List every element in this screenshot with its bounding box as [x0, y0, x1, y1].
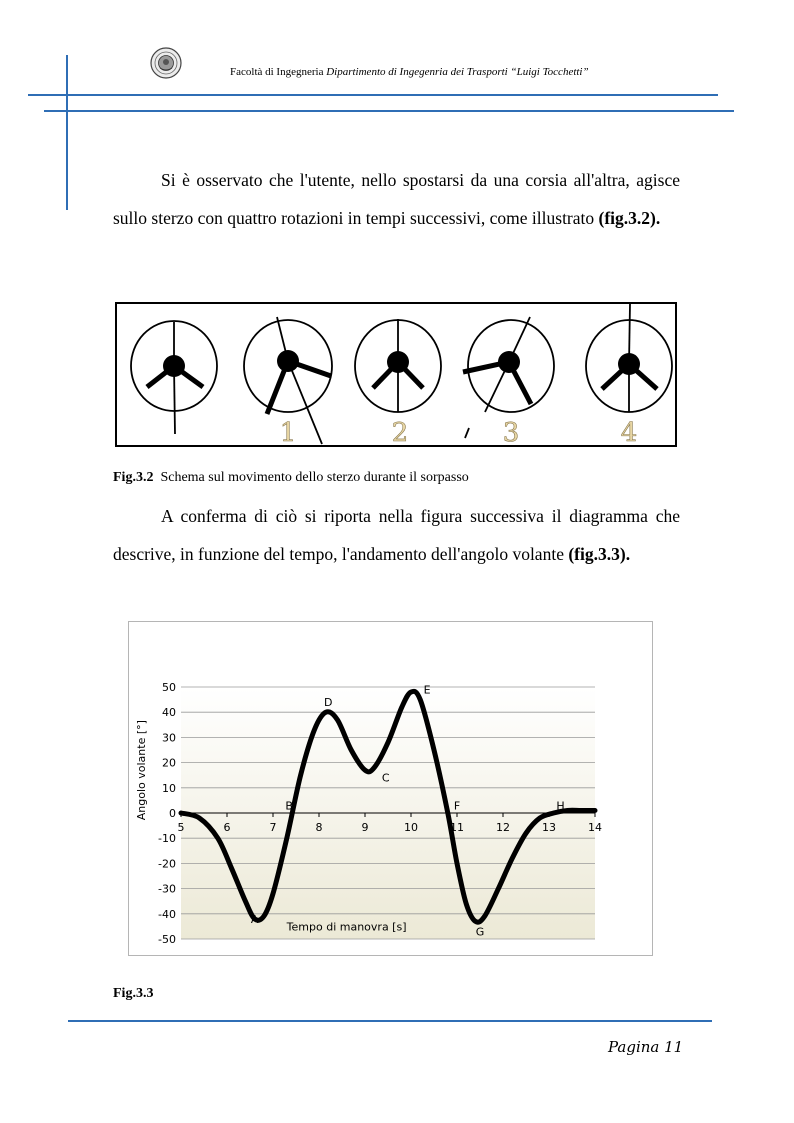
figure-3-2-caption-label: Fig.3.2	[113, 470, 154, 485]
x-tick-label: 10	[404, 821, 418, 834]
x-tick-label: 11	[450, 821, 464, 834]
figure-3-2-caption	[113, 470, 469, 486]
figure-3-3-caption: Fig.3.3	[113, 986, 154, 1001]
step-label-3: 3	[502, 418, 520, 447]
header-rule-top	[28, 94, 718, 96]
header-vertical-rule	[66, 55, 68, 210]
page-number: Pagina 11	[608, 1038, 684, 1056]
y-tick-label: -30	[158, 882, 176, 896]
header-faculty: Facoltà di Ingegneria	[230, 66, 324, 78]
y-axis-ticks	[158, 681, 176, 946]
y-tick-label: -10	[158, 832, 176, 846]
y-tick-label: 20	[162, 756, 176, 770]
header-title	[230, 66, 589, 78]
point-label-f: F	[453, 799, 461, 813]
y-tick-label: 50	[162, 681, 176, 694]
paragraph-2-text: A conferma di ciò si riporta nella figura successiva il diagramma che descrive, in funzione del tempo, l'andamento dell'angolo volante	[113, 506, 680, 564]
header-department: Dipartimento di Ingegenria dei Trasporti “Luigi Tocchetti”	[326, 66, 589, 78]
x-axis-label: Tempo di manovra [s]	[286, 920, 407, 934]
step-label-4: 4	[620, 418, 638, 447]
point-label-h: H	[556, 799, 565, 813]
point-label-b: B	[285, 799, 293, 813]
y-tick-label: -20	[158, 857, 176, 871]
paragraph-1	[113, 161, 680, 237]
x-tick-label: 5	[177, 821, 185, 834]
paragraph-2	[113, 497, 680, 573]
steering-sequence-drawing	[117, 304, 677, 447]
steering-wheel-rotation-2	[355, 319, 441, 412]
paragraph-2-figure-ref: (fig.3.3).	[568, 544, 631, 564]
step-label-1: 1	[279, 418, 297, 447]
y-tick-label: 10	[162, 781, 176, 795]
footer-rule	[68, 1020, 712, 1022]
steering-angle-chart-frame	[128, 621, 653, 956]
x-tick-label: 14	[588, 821, 602, 834]
x-tick-label: 13	[542, 821, 556, 834]
point-label-a: A	[250, 912, 259, 926]
step-label-2: 2	[391, 418, 409, 447]
y-tick-label: -50	[158, 933, 176, 946]
point-label-e: E	[423, 683, 431, 697]
paragraph-1-figure-ref: (fig.3.2).	[598, 208, 661, 228]
y-tick-label: 0	[169, 807, 176, 820]
steering-angle-chart	[129, 622, 654, 957]
y-tick-label: -40	[158, 907, 176, 921]
y-axis-label: Angolo volante [°]	[135, 720, 148, 821]
point-label-c: C	[381, 771, 390, 785]
x-tick-label: 9	[361, 821, 369, 834]
x-tick-label: 8	[315, 821, 323, 834]
x-tick-label: 12	[496, 821, 510, 834]
x-tick-label: 6	[223, 821, 231, 834]
y-tick-label: 30	[162, 731, 176, 745]
university-seal-logo	[150, 47, 182, 79]
steering-wheel-neutral	[131, 321, 217, 434]
header-rule-bottom	[44, 110, 734, 112]
figure-3-2-caption-text: Schema sul movimento dello sterzo durante il sorpasso	[160, 470, 469, 485]
paragraph-1-text: Si è osservato che l'utente, nello spostarsi da una corsia all'altra, agisce sullo sterzo con quattro rotazioni in tempi successivi, come illustrato	[113, 170, 680, 228]
x-tick-label: 7	[269, 821, 277, 834]
steering-sequence-figure	[115, 302, 677, 447]
point-label-d: D	[323, 696, 333, 710]
steering-wheel-rotation-4	[586, 304, 672, 412]
y-tick-label: 40	[162, 706, 176, 720]
point-label-g: G	[475, 925, 485, 939]
